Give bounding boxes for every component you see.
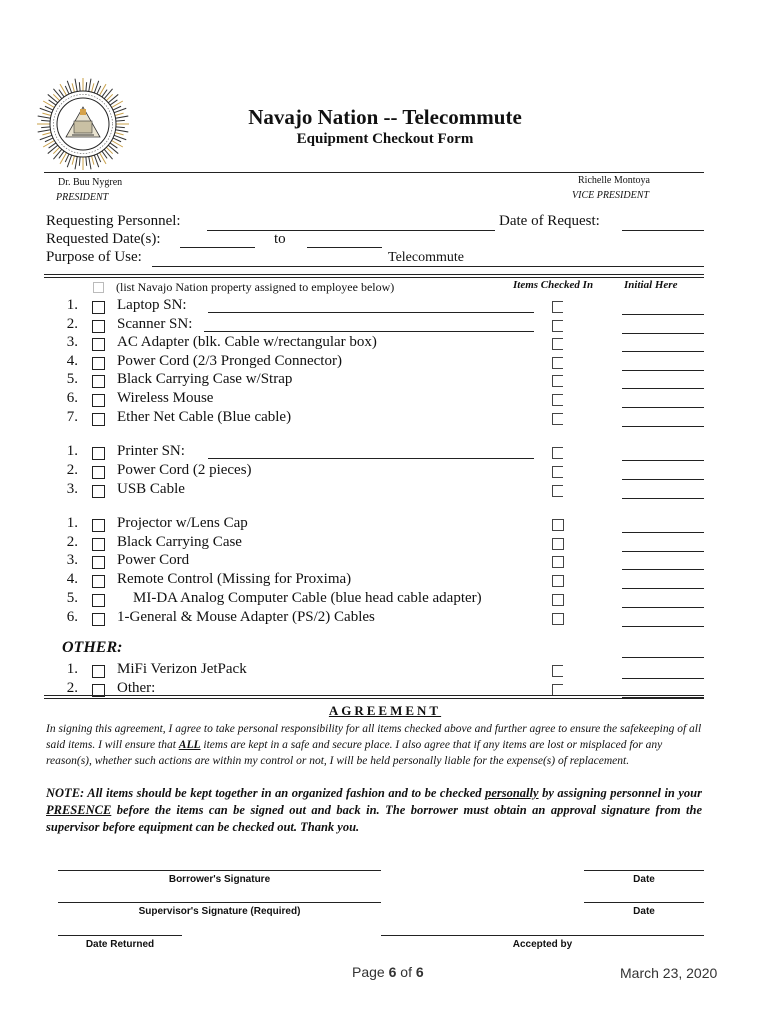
header-checkbox <box>93 282 104 293</box>
checked-in-box[interactable] <box>552 466 563 478</box>
item-label: Scanner SN: <box>117 316 193 332</box>
item-label: Power Cord <box>117 552 190 568</box>
page-current: 6 <box>388 964 397 980</box>
item-label: USB Cable <box>117 481 185 497</box>
serial-number-field[interactable] <box>208 312 534 313</box>
item-checkbox[interactable] <box>92 375 105 388</box>
item-label: Laptop SN: <box>117 297 187 313</box>
initial-line[interactable] <box>622 314 704 315</box>
equipment-row <box>0 571 770 590</box>
page-total: 6 <box>415 964 424 980</box>
item-checkbox[interactable] <box>92 519 105 532</box>
checked-in-box[interactable] <box>552 519 564 531</box>
item-checkbox[interactable] <box>92 357 105 370</box>
item-label: Power Cord (2/3 Pronged Connector) <box>117 353 342 369</box>
initial-line[interactable] <box>622 626 704 627</box>
equipment-row <box>0 409 770 428</box>
equipment-row <box>0 334 770 353</box>
item-checkbox[interactable] <box>92 594 105 607</box>
page-of: of <box>396 964 416 980</box>
item-checkbox[interactable] <box>92 301 105 314</box>
serial-number-field[interactable] <box>204 331 534 332</box>
equipment-row <box>0 661 770 680</box>
checked-in-box[interactable] <box>552 375 563 387</box>
initial-here-header: Initial Here <box>624 279 678 291</box>
requested-dates-label: Requested Date(s): <box>46 231 161 247</box>
checked-in-box[interactable] <box>552 665 563 677</box>
equipment-row <box>0 371 770 390</box>
checked-in-box[interactable] <box>552 594 564 606</box>
footer-date: March 23, 2020 <box>620 965 718 981</box>
items-checked-in-header: Items Checked In <box>513 279 594 291</box>
accepted-by-line[interactable] <box>381 935 704 936</box>
date-returned-line[interactable] <box>58 935 182 936</box>
item-label: Black Carrying Case <box>117 534 242 550</box>
initial-line[interactable] <box>622 407 704 408</box>
borrower-signature-label: Borrower's Signature <box>168 874 271 885</box>
item-label: AC Adapter (blk. Cable w/rectangular box) <box>117 334 377 350</box>
supervisor-signature-line[interactable] <box>58 902 381 903</box>
item-label: Wireless Mouse <box>117 390 214 406</box>
item-label: Power Cord (2 pieces) <box>117 462 252 478</box>
item-number: 6. <box>66 390 78 406</box>
requested-date-to-field[interactable] <box>307 247 382 248</box>
table-top-rule-2 <box>44 277 704 278</box>
item-number: 2. <box>66 534 78 550</box>
note-text-3: before the items can be signed out and back in. The borrower must obtain an approval signature from the supervisor before equipment can be checked out. Thank you. <box>46 803 702 834</box>
note-text-1: NOTE: All items should be kept together in an organized fashion and to be checked <box>46 786 486 800</box>
agreement-rule-1 <box>44 695 704 696</box>
note-text-2: by assigning personnel in your <box>538 786 703 800</box>
agreement-all: ALL <box>178 739 201 751</box>
item-number: 1. <box>66 297 78 313</box>
supervisor-signature-label: Supervisor's Signature (Required) <box>138 906 301 917</box>
initial-line[interactable] <box>622 479 704 480</box>
item-label: Black Carrying Case w/Strap <box>117 371 293 387</box>
item-checkbox[interactable] <box>92 575 105 588</box>
agreement-text-2: items are kept in a safe and secure place. I also agree that if any items are lost or misplaced for any reason(s), whether such actions are within my control or not, I will be held personally liable for the expense(s) of replacement. <box>46 739 663 767</box>
item-checkbox[interactable] <box>92 665 105 678</box>
form-subtitle: Equipment Checkout Form <box>296 131 474 147</box>
borrower-date-label: Date <box>633 874 655 885</box>
initial-line[interactable] <box>622 460 704 461</box>
checked-in-box[interactable] <box>552 301 563 313</box>
table-top-rule-1 <box>44 274 704 275</box>
item-label: 1-General & Mouse Adapter (PS/2) Cables <box>117 609 375 625</box>
item-checkbox[interactable] <box>92 556 105 569</box>
requested-date-from-field[interactable] <box>180 247 255 248</box>
initial-line[interactable] <box>622 678 704 679</box>
item-number: 5. <box>66 371 78 387</box>
checked-in-box[interactable] <box>552 575 564 587</box>
item-label: Projector w/Lens Cap <box>117 515 248 531</box>
item-checkbox[interactable] <box>92 466 105 479</box>
list-note: (list Navajo Nation property assigned to employee below) <box>116 280 395 294</box>
checked-in-box[interactable] <box>552 556 564 568</box>
equipment-row <box>0 534 770 553</box>
item-label: Printer SN: <box>117 443 185 459</box>
item-checkbox[interactable] <box>92 613 105 626</box>
serial-number-field[interactable] <box>208 458 534 459</box>
item-number: 4. <box>66 353 78 369</box>
item-number: 3. <box>66 552 78 568</box>
item-checkbox[interactable] <box>92 538 105 551</box>
item-number: 4. <box>66 571 78 587</box>
other-heading: OTHER: <box>62 639 123 656</box>
equipment-row <box>0 552 770 571</box>
checked-in-box[interactable] <box>552 613 564 625</box>
checked-in-box[interactable] <box>552 394 563 406</box>
item-number: 1. <box>66 515 78 531</box>
initial-line[interactable] <box>622 588 704 589</box>
item-number: 2. <box>66 680 78 696</box>
initial-line[interactable] <box>622 351 704 352</box>
vice-president-title: VICE PRESIDENT <box>572 190 649 201</box>
requesting-personnel-label: Requesting Personnel: <box>46 213 181 229</box>
date-returned-label: Date Returned <box>85 939 155 950</box>
item-checkbox[interactable] <box>92 485 105 498</box>
item-number: 6. <box>66 609 78 625</box>
purpose-value: Telecommute <box>388 250 464 265</box>
equipment-row <box>0 390 770 409</box>
initial-line[interactable] <box>622 388 704 389</box>
item-checkbox[interactable] <box>92 338 105 351</box>
item-number: 1. <box>66 443 78 459</box>
initial-line[interactable] <box>622 498 704 499</box>
initial-line[interactable] <box>622 532 704 533</box>
requesting-personnel-field[interactable] <box>207 230 495 231</box>
note-presence: PRESENCE <box>46 803 112 817</box>
equipment-row <box>0 443 770 462</box>
borrower-signature-line[interactable] <box>58 870 381 871</box>
agreement-note <box>46 785 702 836</box>
vice-president-name: Richelle Montoya <box>578 175 650 186</box>
checked-in-box[interactable] <box>552 413 563 425</box>
item-label: MiFi Verizon JetPack <box>117 661 247 677</box>
item-checkbox[interactable] <box>92 394 105 407</box>
other-initial-line[interactable] <box>622 657 704 658</box>
checked-in-box[interactable] <box>552 447 563 459</box>
agreement-paragraph <box>46 721 702 769</box>
equipment-row <box>0 590 770 609</box>
item-label: MI-DA Analog Computer Cable (blue head cable adapter) <box>133 590 482 606</box>
item-number: 1. <box>66 661 78 677</box>
equipment-row <box>0 481 770 500</box>
requested-dates-to: to <box>274 231 286 247</box>
item-label: Remote Control (Missing for Proxima) <box>117 571 352 587</box>
item-number: 7. <box>66 409 78 425</box>
purpose-field[interactable] <box>152 266 704 267</box>
note-personally: personally <box>485 786 539 800</box>
supervisor-date-line[interactable] <box>584 902 704 903</box>
checked-in-box[interactable] <box>552 538 564 550</box>
president-name: Dr. Buu Nygren <box>58 177 123 188</box>
item-number: 2. <box>66 316 78 332</box>
initial-line[interactable] <box>622 607 704 608</box>
supervisor-date-label: Date <box>633 906 655 917</box>
header-divider <box>44 172 704 173</box>
equipment-row <box>0 462 770 481</box>
president-title: PRESIDENT <box>56 192 109 203</box>
accepted-by-label: Accepted by <box>512 939 573 950</box>
equipment-row <box>0 297 770 316</box>
item-number: 3. <box>66 481 78 497</box>
form-title: Navajo Nation -- Telecommute <box>248 105 522 129</box>
agreement-heading: AGREEMENT <box>328 703 442 718</box>
item-label: Ether Net Cable (Blue cable) <box>117 409 292 425</box>
item-checkbox[interactable] <box>92 413 105 426</box>
agreement-rule-2 <box>44 698 704 699</box>
item-number: 3. <box>66 334 78 350</box>
equipment-row <box>0 515 770 534</box>
checked-in-box[interactable] <box>552 357 563 369</box>
purpose-label: Purpose of Use: <box>46 249 142 265</box>
initial-line[interactable] <box>622 426 704 427</box>
borrower-date-line[interactable] <box>584 870 704 871</box>
item-checkbox[interactable] <box>92 447 105 460</box>
item-number: 2. <box>66 462 78 478</box>
checked-in-box[interactable] <box>552 485 563 497</box>
checked-in-box[interactable] <box>552 338 563 350</box>
checked-in-box[interactable] <box>552 320 563 332</box>
date-of-request-field[interactable] <box>622 230 704 231</box>
page-number <box>352 964 424 980</box>
equipment-row <box>0 316 770 335</box>
date-of-request-label: Date of Request: <box>499 213 600 229</box>
equipment-row <box>0 353 770 372</box>
equipment-row <box>0 609 770 628</box>
item-checkbox[interactable] <box>92 320 105 333</box>
page-prefix: Page <box>352 964 389 980</box>
item-label: Other: <box>117 680 156 696</box>
agreement-text-1: In signing this agreement, I agree to take personal responsibility for all items checked above and further agree to ensure the safekeeping of all said items. I will ensure that <box>46 723 702 751</box>
initial-line[interactable] <box>622 569 704 570</box>
item-number: 5. <box>66 590 78 606</box>
equipment-row <box>0 680 770 699</box>
